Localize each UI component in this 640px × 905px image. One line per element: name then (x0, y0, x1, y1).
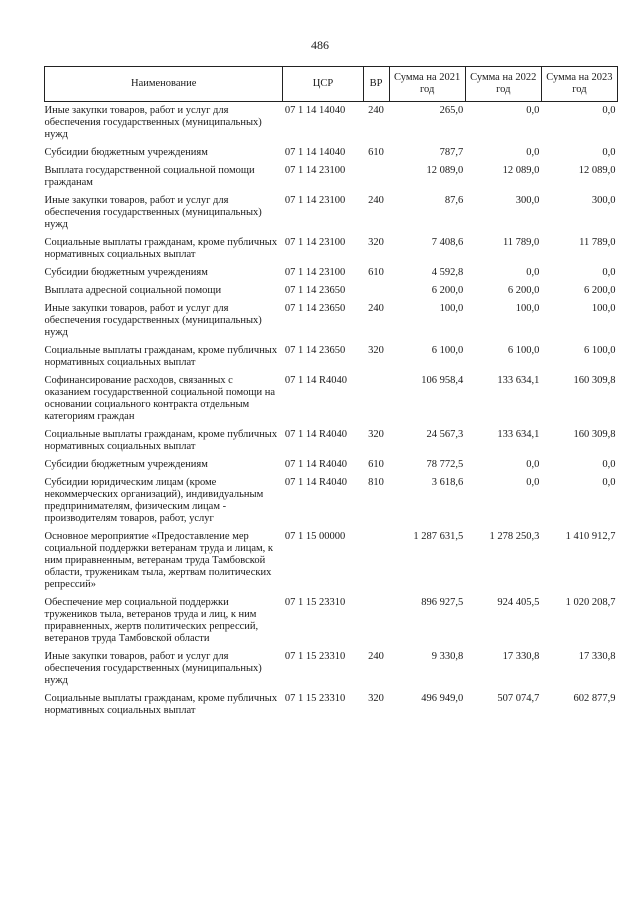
cell-sum-2023: 0,0 (602, 147, 616, 158)
cell-csr: 07 1 15 23310 (284, 693, 346, 704)
cell-sum-2021: 7 408,6 (431, 237, 464, 248)
cell-csr: 07 1 14 23650 (284, 303, 346, 314)
cell-sum-2021: 9 330,8 (431, 651, 464, 662)
table-row (45, 300, 618, 342)
cell-name: Субсидии бюджетным учреждениям (44, 267, 208, 278)
cell-sum-2023: 11 789,0 (579, 237, 616, 248)
cell-sum-2021: 3 618,6 (431, 477, 464, 488)
table-row (45, 426, 618, 456)
cell-sum-2022: 0,0 (526, 267, 540, 278)
header-sum-2023: Сумма на 2023 год (541, 67, 617, 102)
table-header-row (45, 67, 618, 102)
table-row (45, 342, 618, 372)
cell-sum-2022: 133 634,1 (497, 429, 540, 440)
cell-sum-2021: 1 287 631,5 (413, 531, 464, 542)
cell-sum-2021: 100,0 (439, 303, 464, 314)
cell-sum-2023: 6 200,0 (584, 285, 616, 296)
cell-sum-2021: 787,7 (439, 147, 464, 158)
cell-vr: 240 (368, 303, 384, 314)
cell-name: Иные закупки товаров, работ и услуг для обеспечения государственных (муниципальных) нужд (44, 651, 262, 686)
table-row (45, 594, 618, 648)
cell-sum-2022: 12 089,0 (502, 165, 540, 176)
cell-vr (363, 594, 389, 648)
cell-csr: 07 1 14 R4040 (284, 477, 348, 488)
cell-sum-2021: 6 100,0 (431, 345, 464, 356)
budget-table (44, 66, 618, 720)
cell-sum-2021: 106 958,4 (421, 375, 464, 386)
cell-sum-2021: 6 200,0 (431, 285, 464, 296)
table-row (45, 528, 618, 594)
cell-vr: 810 (368, 477, 384, 488)
table-row (45, 162, 618, 192)
cell-sum-2021: 896 927,5 (421, 597, 464, 608)
cell-name: Выплата государственной социальной помощи гражданам (44, 165, 255, 188)
cell-sum-2022: 133 634,1 (497, 375, 540, 386)
cell-sum-2023: 160 309,8 (573, 429, 616, 440)
cell-sum-2021: 78 772,5 (426, 459, 464, 470)
cell-sum-2023: 1 020 208,7 (565, 597, 616, 608)
header-sum-2022: Сумма на 2022 год (465, 67, 541, 102)
cell-sum-2022: 6 100,0 (507, 345, 540, 356)
cell-sum-2023: 0,0 (602, 459, 616, 470)
header-csr: ЦСР (283, 67, 363, 102)
cell-name: Субсидии юридическим лицам (кроме некоммерческих организаций), индивидуальным предпринимателям, физическим лицам - производителям товаров, работ, услуг (44, 477, 264, 524)
cell-csr: 07 1 14 R4040 (284, 459, 348, 470)
cell-sum-2021: 12 089,0 (426, 165, 464, 176)
cell-csr: 07 1 15 00000 (284, 531, 346, 542)
table-row (45, 648, 618, 690)
cell-vr (363, 282, 389, 300)
cell-csr: 07 1 14 R4040 (284, 429, 348, 440)
cell-sum-2022: 1 278 250,3 (489, 531, 540, 542)
cell-sum-2022: 100,0 (515, 303, 540, 314)
cell-sum-2022: 0,0 (526, 147, 540, 158)
cell-name: Основное мероприятие «Предоставление мер социальной поддержки ветеранам труда и лицам, к ним приравненным, ветеранам труда Тамбовской области, труженикам тыла, жертвам политических репрессий» (44, 531, 273, 590)
cell-name: Социальные выплаты гражданам, кроме публичных нормативных социальных выплат (44, 429, 278, 452)
cell-sum-2023: 100,0 (591, 303, 616, 314)
cell-vr: 320 (368, 345, 384, 356)
table-row (45, 456, 618, 474)
cell-sum-2023: 160 309,8 (573, 375, 616, 386)
table-row (45, 144, 618, 162)
cell-csr: 07 1 14 14040 (284, 147, 346, 158)
header-vr: ВР (363, 67, 389, 102)
cell-sum-2022: 0,0 (526, 105, 540, 116)
cell-vr: 610 (368, 147, 384, 158)
cell-csr: 07 1 15 23310 (284, 597, 346, 608)
cell-csr: 07 1 14 23650 (284, 285, 346, 296)
cell-name: Иные закупки товаров, работ и услуг для обеспечения государственных (муниципальных) нужд (44, 195, 262, 230)
table-row (45, 690, 618, 720)
cell-sum-2023: 0,0 (602, 267, 616, 278)
cell-name: Социальные выплаты гражданам, кроме публичных нормативных социальных выплат (44, 237, 278, 260)
cell-sum-2021: 24 567,3 (426, 429, 464, 440)
cell-sum-2023: 0,0 (602, 105, 616, 116)
table-row (45, 282, 618, 300)
table-row (45, 234, 618, 264)
cell-sum-2022: 0,0 (526, 477, 540, 488)
cell-vr (363, 162, 389, 192)
cell-csr: 07 1 14 14040 (284, 105, 346, 116)
cell-sum-2021: 4 592,8 (431, 267, 464, 278)
cell-sum-2022: 924 405,5 (497, 597, 540, 608)
table-row (45, 102, 618, 145)
cell-csr: 07 1 14 23100 (284, 267, 346, 278)
cell-name: Социальные выплаты гражданам, кроме публичных нормативных социальных выплат (44, 345, 278, 368)
cell-csr: 07 1 15 23310 (284, 651, 346, 662)
table-row (45, 474, 618, 528)
cell-csr: 07 1 14 R4040 (284, 375, 348, 386)
page-number: 486 (311, 38, 329, 52)
header-name: Наименование (45, 67, 283, 102)
cell-sum-2022: 6 200,0 (507, 285, 540, 296)
cell-vr: 610 (368, 267, 384, 278)
cell-vr: 320 (368, 693, 384, 704)
cell-csr: 07 1 14 23100 (284, 165, 346, 176)
cell-name: Субсидии бюджетным учреждениям (44, 459, 208, 470)
cell-csr: 07 1 14 23100 (284, 237, 346, 248)
table-body (45, 102, 618, 721)
cell-name: Выплата адресной социальной помощи (44, 285, 222, 296)
cell-vr: 610 (368, 459, 384, 470)
table-row (45, 264, 618, 282)
cell-sum-2021: 265,0 (439, 105, 464, 116)
cell-vr (363, 528, 389, 594)
cell-csr: 07 1 14 23100 (284, 195, 346, 206)
cell-sum-2023: 1 410 912,7 (565, 531, 616, 542)
cell-sum-2021: 87,6 (444, 195, 464, 206)
cell-name: Иные закупки товаров, работ и услуг для обеспечения государственных (муниципальных) нужд (44, 303, 262, 338)
cell-vr: 240 (368, 105, 384, 116)
cell-name: Социальные выплаты гражданам, кроме публичных нормативных социальных выплат (44, 693, 278, 716)
cell-name: Софинансирование расходов, связанных с оказанием государственной социальной помощи на основании социального контракта отдельным категориям граждан (44, 375, 276, 422)
cell-sum-2023: 6 100,0 (584, 345, 616, 356)
cell-vr: 320 (368, 429, 384, 440)
cell-name: Иные закупки товаров, работ и услуг для обеспечения государственных (муниципальных) нужд (44, 105, 262, 140)
cell-name: Субсидии бюджетным учреждениям (44, 147, 208, 158)
cell-sum-2023: 17 330,8 (578, 651, 616, 662)
cell-sum-2022: 507 074,7 (497, 693, 540, 704)
cell-sum-2023: 12 089,0 (578, 165, 616, 176)
cell-sum-2022: 0,0 (526, 459, 540, 470)
table-row (45, 192, 618, 234)
cell-sum-2023: 602 877,9 (573, 693, 616, 704)
cell-csr: 07 1 14 23650 (284, 345, 346, 356)
cell-sum-2021: 496 949,0 (421, 693, 464, 704)
cell-sum-2022: 17 330,8 (502, 651, 540, 662)
cell-vr: 320 (368, 237, 384, 248)
cell-sum-2023: 0,0 (602, 477, 616, 488)
cell-sum-2022: 300,0 (515, 195, 540, 206)
cell-vr: 240 (368, 651, 384, 662)
cell-vr: 240 (368, 195, 384, 206)
cell-name: Обеспечение мер социальной поддержки тружеников тыла, ветеранов труда и лиц, к ним приравненных, жертв политических репрессий, ветеранов труда Тамбовской области (44, 597, 259, 644)
header-sum-2021: Сумма на 2021 год (389, 67, 465, 102)
cell-vr (363, 372, 389, 426)
cell-sum-2022: 11 789,0 (502, 237, 540, 248)
cell-sum-2023: 300,0 (591, 195, 616, 206)
table-row (45, 372, 618, 426)
